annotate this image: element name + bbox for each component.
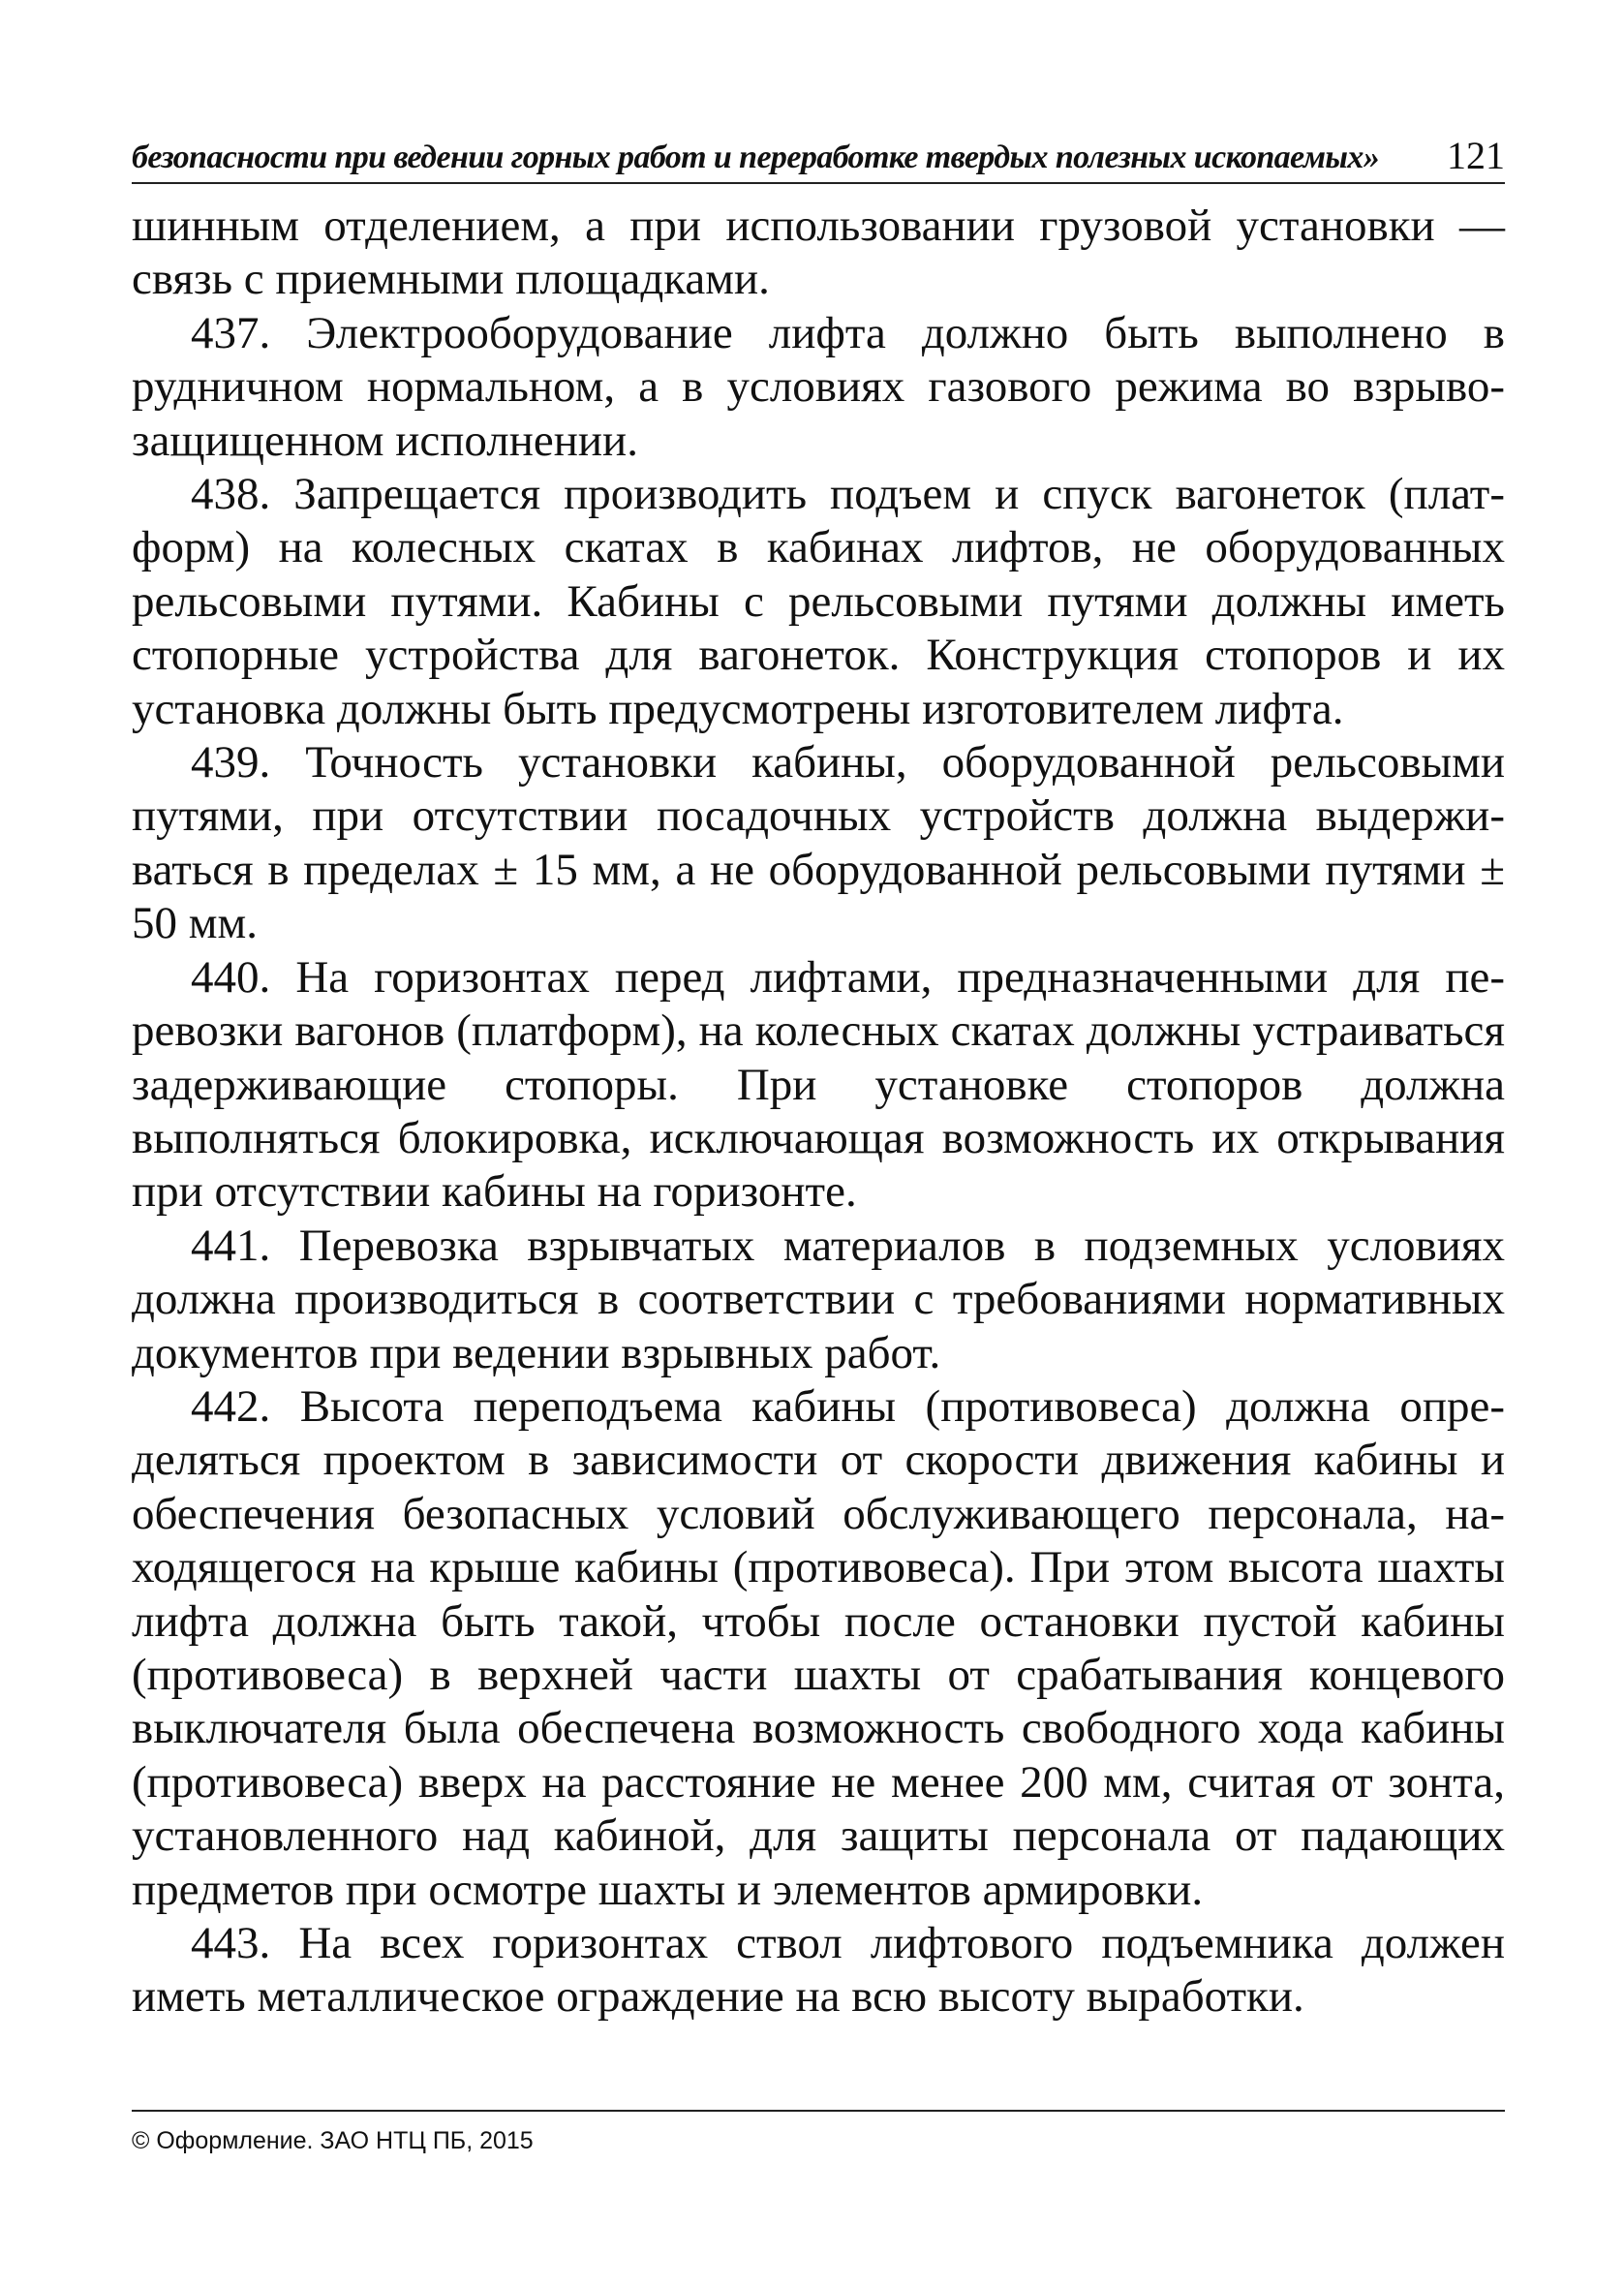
paragraph-437: 437. Электрооборудование лифта должно быть выполнено в рудничном нормальном, а в условиях газового режима во взрывозащищенном исполнении.: [132, 307, 1505, 466]
paragraph-continuation: шинным отделением, а при использовании грузовой установки — связь с приемными площадками.: [132, 201, 1505, 305]
page-number: 121: [1447, 134, 1505, 177]
paragraph-442: 442. Высота переподъема кабины (противовеса) должна определяться проектом в зависимости от скорости движения кабины и обеспечения безопасных условий обслуживающего персонала, находящегося на крыше кабины (противовеса). При этом высота шахты лифта должна быть такой, чтобы после остановки пустой кабины (противовеса) в верхней части шахты от срабатывания концевого выключателя была обеспечена возможность свободного хода кабины (противовеса) вверх на расстояние не менее 200 мм, считая от зонта, установленного над кабиной, для защиты персонала от падающих предметов при осмотре шахты и элементов армировки.: [132, 1380, 1505, 1915]
paragraph-439: 439. Точность установки кабины, оборудованной рельсовыми путями, при отсутствии посадочных устройств должна выдерживаться в пределах ± 15 мм, а не оборудованной рельсовыми путями ± 50 мм.: [132, 737, 1505, 949]
paragraph-443: 443. На всех горизонтах ствол лифтового подъемника должен иметь металлическое ограждение на всю высоту выработки.: [132, 1918, 1505, 2023]
running-head-title: безопасности при ведении горных работ и переработке твердых полезных ископаемых»: [132, 139, 1380, 175]
running-head: [132, 134, 1505, 184]
footer: [132, 2110, 1505, 2155]
paragraph-438: 438. Запрещается производить подъем и спуск вагонеток (платформ) на колесных скатах в кабинах лифтов, не оборудованных рельсовыми путями. Кабины с рельсовыми путями должны иметь стопорные устройства для вагонеток. Конструкция стопоров и их установка должны быть предусмотрены изготовителем лифта.: [132, 469, 1505, 734]
paragraph-440: 440. На горизонтах перед лифтами, предназначенными для перевозки вагонов (платформ), на колесных скатах должны устраиваться задерживающие стопоры. При установке стопоров должна выполняться блокировка, исключающая возможность их открывания при отсутствии кабины на горизонте.: [132, 951, 1505, 1218]
paragraph-441: 441. Перевозка взрывчатых материалов в подземных условиях должна производиться в соответствии с требованиями нормативных документов при ведении взрывных работ.: [132, 1220, 1505, 1378]
copyright-notice: © Оформление. ЗАО НТЦ ПБ, 2015: [132, 2127, 534, 2154]
body-text: [132, 200, 1505, 2025]
